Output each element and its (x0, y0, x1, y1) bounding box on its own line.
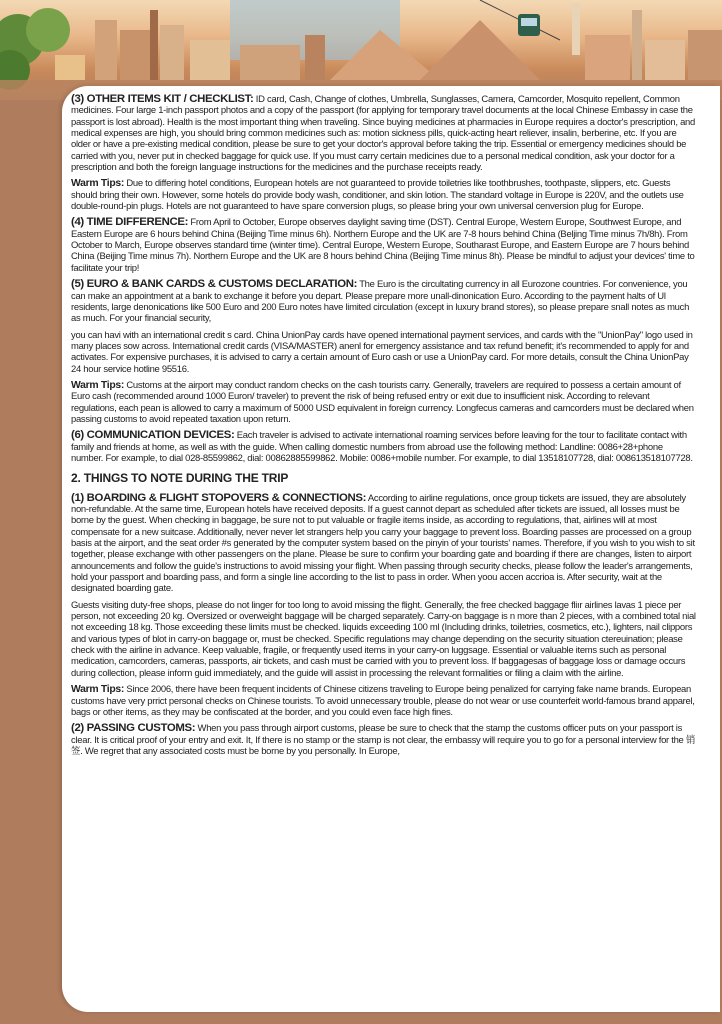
tip-heading: Warm Tips: (71, 684, 125, 696)
section-passing-customs (71, 723, 697, 757)
section-euro-bank-cont (71, 330, 697, 375)
section-heading: (3) OTHER ITEMS KIT / CHECKLIST: (71, 94, 254, 105)
section-heading: (5) EURO & BANK CARDS & CUSTOMS DECLARATION: (71, 278, 358, 291)
section-text: Each traveler is advised to activate international roaming services before leaving for the tour to facilitate contact with family and friends at home, as well as with the guide. When calling domestic numbers from abroad use the following method: Landline: 0086+28+phone number. For example, to dial 028-85599862, dial: 00862885599862. Mobile: 0086+mobile number. For example, to dial 13518107728, dial: 008613518107728. (71, 430, 693, 464)
section-text: The Euro is the circultating currency in all Eurozone countries. For convenience, you can make an appointment at a bank to exchange it before you depart. Please prepare more unall-dinonication Euro. According to the payment halts of Ul residents, large denonications like 500 Euro and 200 Euro notes have limited circulation (except in luxury brand stores), so please prepare snall notes as much as much. For your financial security, (71, 279, 690, 325)
section-text: Customs at the airport may conduct random checks on the cash tourists carry. Generally, travelers are required to possess a certain amount of Euro cash (recommended around 1000 Euron/ traveler) to prevent the risk of being refused entry or exit due to insufficient nisk. According to relevant regulations, each pean is allowed to carry a maximum of 5000 USD equivalent in foreign currency. Longfecus cameras and camcorders must be declared when passing customs to avoid repeated taxation upon return. (71, 379, 694, 425)
section-text: According to airline regulations, once group tickets are issued, they are absolutely non-refundable. At the same time, European hotels have received deposits. If a guest cannot depart as scheduled after tickets are issued, all losses must be borne by the guest. When checking in baggage, be sure not to put valuable or fragile items inside, as according to regulations, that, airlines will at most compensate for a new suitcase. Additionally, never never let strangers help you carry your baggage to prevent loss. Boarding passes are processed on a group basis at the airport, and the seat order #s generated by the computer system based on the pinyin of your tourists' names. Therefore, if you wish to you wish to sit together, please exchange with other passengers on the plane. Please be sure to confirm your boarding gate and boarding if there are changes, listen to airport announcements and follow the guide's instructions to avoid missing your flight. When passing through security checks, please follow the leader's arrangements, hold your passport and boarding pass, and form a single line according to the list to pass in order. When yoou accen accrioa is. After security, wait at the designated boarding gate. (71, 492, 695, 595)
section-text: you can havi with an international credit s card. China UnionPay cards have opened international payment services, and cards with the "UnionPay" logo used in many places sow across. International credit cards (VISA/MASTER) anenl for emergency assistance and tax refund benefit; it's recommended to apply for and activates. For expensive purchases, it is advised to carry a certain amount of Euro cash or use a UnionPay card. For more details, consult the China UnionPay 24 hour service hotline 95516. (71, 329, 693, 375)
section-heading: (1) BOARDING & FLIGHT STOPOVERS & CONNECTIONS: (71, 491, 367, 504)
section-time-difference (71, 217, 697, 274)
city-landmarks-illustration (0, 0, 722, 100)
section-heading: (4) TIME DIFFERENCE: (71, 216, 189, 229)
section-text: Due to differing hotel conditions, European hotels are not guaranteed to provide toiletries like toothbrushes, toothpaste, slippers, etc. Guests should bring their own. However, some hotels do provide body wash, conditioner, and skin lotion. The standard voltage in Europe is 220V, and the outlets use double-round-pin plugs. Hotels are not guaranteed to have spare conversion plugs, so please bring your own universal cenversion plug for Europe. (71, 178, 684, 213)
tip-heading: Warm Tips: (71, 178, 125, 190)
section-boarding (71, 493, 697, 595)
section-text: Guests visiting duty-free shops, please do not linger for too long to avoid missing the flight. Generally, the free checked baggage fliır airlines lavas 1 piece per person, not exceeding 20 kg. Oversized or overweight baggage will be charged separately. Carry-on baggage is n more than 2 pieces, with a combined total nial not exceeding 18 kg. Those exceeding these limits must be checked. liquids exceeding 100 ml (Including drinks, toiletries, cosmetics, etc.), lighters, nail clippors and various types of blot in carry-on baggage or, must be checked. Specific regulations may change depending on the security situation ctereuination; please check with the airline in advance. Keep valuable, fragile, or frequently used items in your carry-on luggsage. Essential or valuable items such as personal medication, camcorders, cameras, passports, air tickets, and cash must be carried with you to prevent loss. If baggagesas of baggage loss or damage occurs during collection, please inform guid immediately, and the guide will assist in processing the relevant formalities or filing a claim with the airline. (71, 599, 696, 679)
part-two-title: 2. THINGS TO NOTE DURING THE TRIP (71, 471, 289, 486)
section-heading: (6) COMMUNICATION DEVICES: (71, 429, 235, 442)
section-duty-free (71, 600, 697, 679)
header-banner (0, 0, 722, 100)
section-text: Since 2006, there have been frequent incidents of Chinese citizens traveling to Europe being penalized for carrying fake name brands. European customs have very prrict personal checks on Chinese tourists. To avoid unnecessary trouble, please do not wear or use counterfeit world-famous brand apparel, bags or other items, as they may be confiscated at the border, and you could even face high fines. (71, 684, 695, 718)
section-warm-tips (71, 380, 697, 425)
section-text: From April to October, Europe observes daylight saving time (DST). Central Europe, Western Europe, Southwest Europe, and Eastern Europe are 6 hours behind China (Beijing Time minus 6h). Northern Europe and the UK are 7-8 hours behind China (Beljing Time minus 7h/8h). From October to March, Europe observes standard time (winter time). Central Europe, Western Europe, Southarast Europe, and Eastern Europe are 7 hours behind China (Beijing Time minus 7h). Northern Europe and the UK are 8 hours behind China (Beijing Time minus 8h). Please be mindful to adjust your devices' time to facilitate your trip! (71, 217, 695, 274)
section-euro-bank (71, 279, 697, 324)
section-warm-tips (71, 684, 697, 718)
tip-heading: Warm Tips: (71, 379, 125, 391)
document-body (71, 94, 697, 1014)
section-communication (71, 430, 697, 464)
section-other-items (71, 94, 697, 173)
section-heading: (2) PASSING CUSTOMS: (71, 722, 196, 735)
section-warm-tips (71, 178, 697, 212)
section-text: ID card, Cash, Change of clothes, Umbrella, Sunglasses, Camera, Camcorder, Mosquito repellent, Common medicines. Four large 1-inch passport photos and a copy of the passport (for applying for temporary travel documents at the local Chinese Embassy in case the passport is lost abroad). Health is the most important thing when traveling. Since buying medicines at pharmacies in Europe requires a doctor's prescription, and medical expenses are high, you should bring common medicines such as: motion sickness pills, quick-acting heart reliever, insalin, berberine, etc. If you are older or have a pre-existing medical condition, please be sure to get your doctor's approval before taking the trip. Essential or emergency medicines should be carried with you, never put in checked baggage for quick use. If you must carry certain medicines due to a personal medical condition, ask your doctor for a prescription and both the foreign language instructions for the medicines and the purchase receipts ready. (71, 94, 695, 174)
section-text: When you pass through airport customs, please be sure to check that the stamp the customs officer puts on your passport is clear. It is critical proof of your entry and exit. It, If there is no stamp or the stamp is not clear, the embassy will require you to go for a personal interview for the 销签. We regret that any associated costs must be borne by you personally. In Europe, (71, 723, 696, 757)
